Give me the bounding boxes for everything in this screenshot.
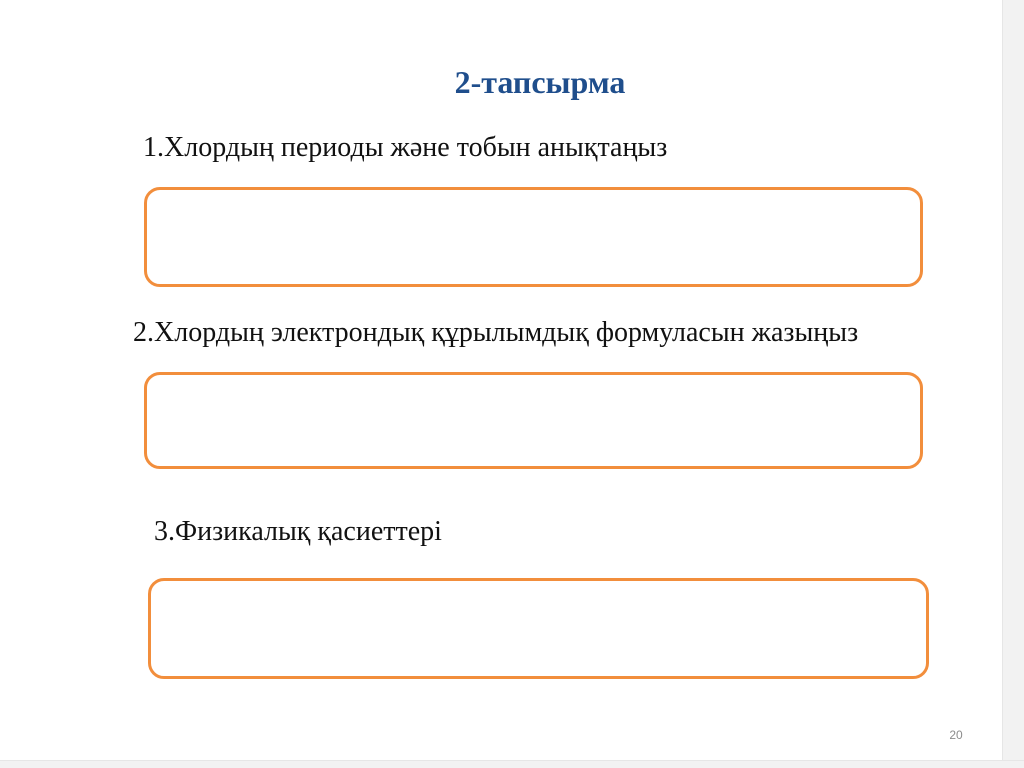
- task-3-answer-box[interactable]: [148, 578, 929, 679]
- viewer-frame-right: [1002, 0, 1024, 767]
- task-3-question: 3.Физикалық қасиеттері: [154, 516, 442, 547]
- slide-title: 2-тапсырма: [454, 64, 626, 100]
- page-number: 20: [949, 728, 963, 742]
- task-2-question: 2.Хлордың электрондық құрылымдық формуласын жазыңыз: [133, 317, 859, 348]
- task-1-question: 1.Хлордың периоды және тобын анықтаңыз: [143, 132, 668, 163]
- task-2-answer-box[interactable]: [144, 372, 923, 469]
- task-1-answer-box[interactable]: [144, 187, 923, 287]
